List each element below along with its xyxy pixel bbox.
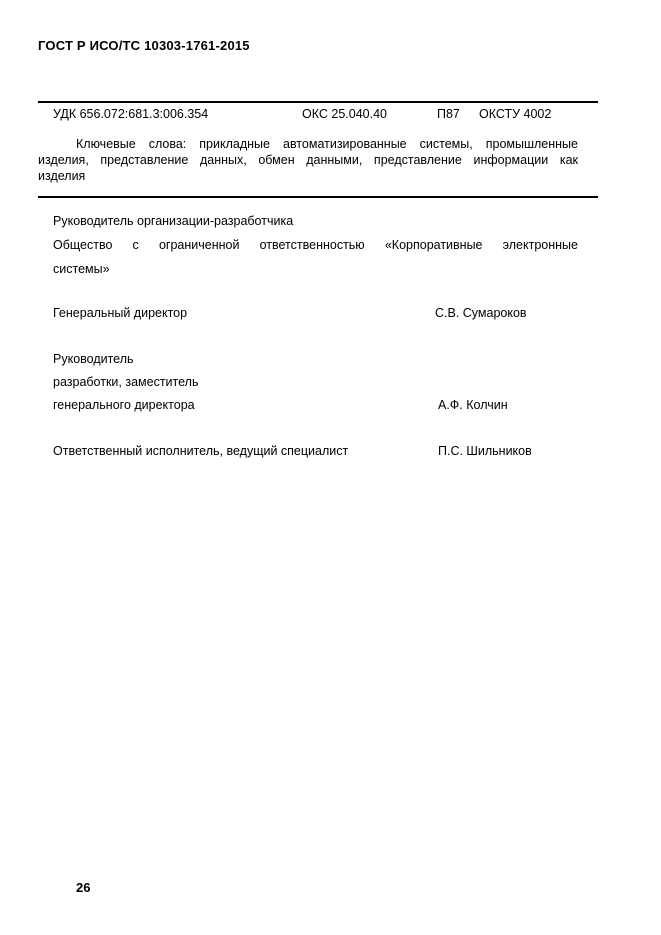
signature-1-title: Генеральный директор: [53, 306, 188, 320]
developer-org-line-1: Общество с ограниченной ответственностью «Корпоративные электронные: [53, 238, 578, 252]
document-header-title: ГОСТ Р ИСО/ТС 10303-1761-2015: [38, 38, 250, 53]
keywords-line-3: изделия: [38, 169, 86, 183]
keywords-line-2: изделия, представление данных, обмен данными, представление информации как: [38, 153, 578, 167]
udk-code: УДК 656.072:681.3:006.354: [53, 107, 209, 121]
developer-org-line-2: системы»: [53, 262, 110, 276]
oks-code: ОКС 25.040.40: [302, 107, 387, 121]
okstu-code: ОКСТУ 4002: [479, 107, 552, 121]
signature-2-name: А.Ф. Колчин: [438, 398, 508, 412]
signature-3-title: Ответственный исполнитель, ведущий специалист: [53, 444, 349, 458]
group-code: П87: [437, 107, 460, 121]
developer-org: [53, 238, 578, 252]
page-number: 26: [76, 880, 91, 895]
keywords-line-1: Ключевые слова: прикладные автоматизированные системы, промышленные: [76, 137, 578, 151]
bottom-divider: [38, 196, 598, 198]
keywords-block: [38, 136, 578, 184]
signature-2-title-line-1: Руководитель: [53, 352, 134, 366]
developer-heading: Руководитель организации-разработчика: [53, 214, 294, 228]
signature-2-title-line-2: разработки, заместитель: [53, 375, 199, 389]
signature-3-name: П.С. Шильников: [438, 444, 532, 458]
signature-2-title-line-3: генерального директора: [53, 398, 195, 412]
top-divider: [38, 101, 598, 103]
signature-1-name: С.В. Сумароков: [435, 306, 527, 320]
